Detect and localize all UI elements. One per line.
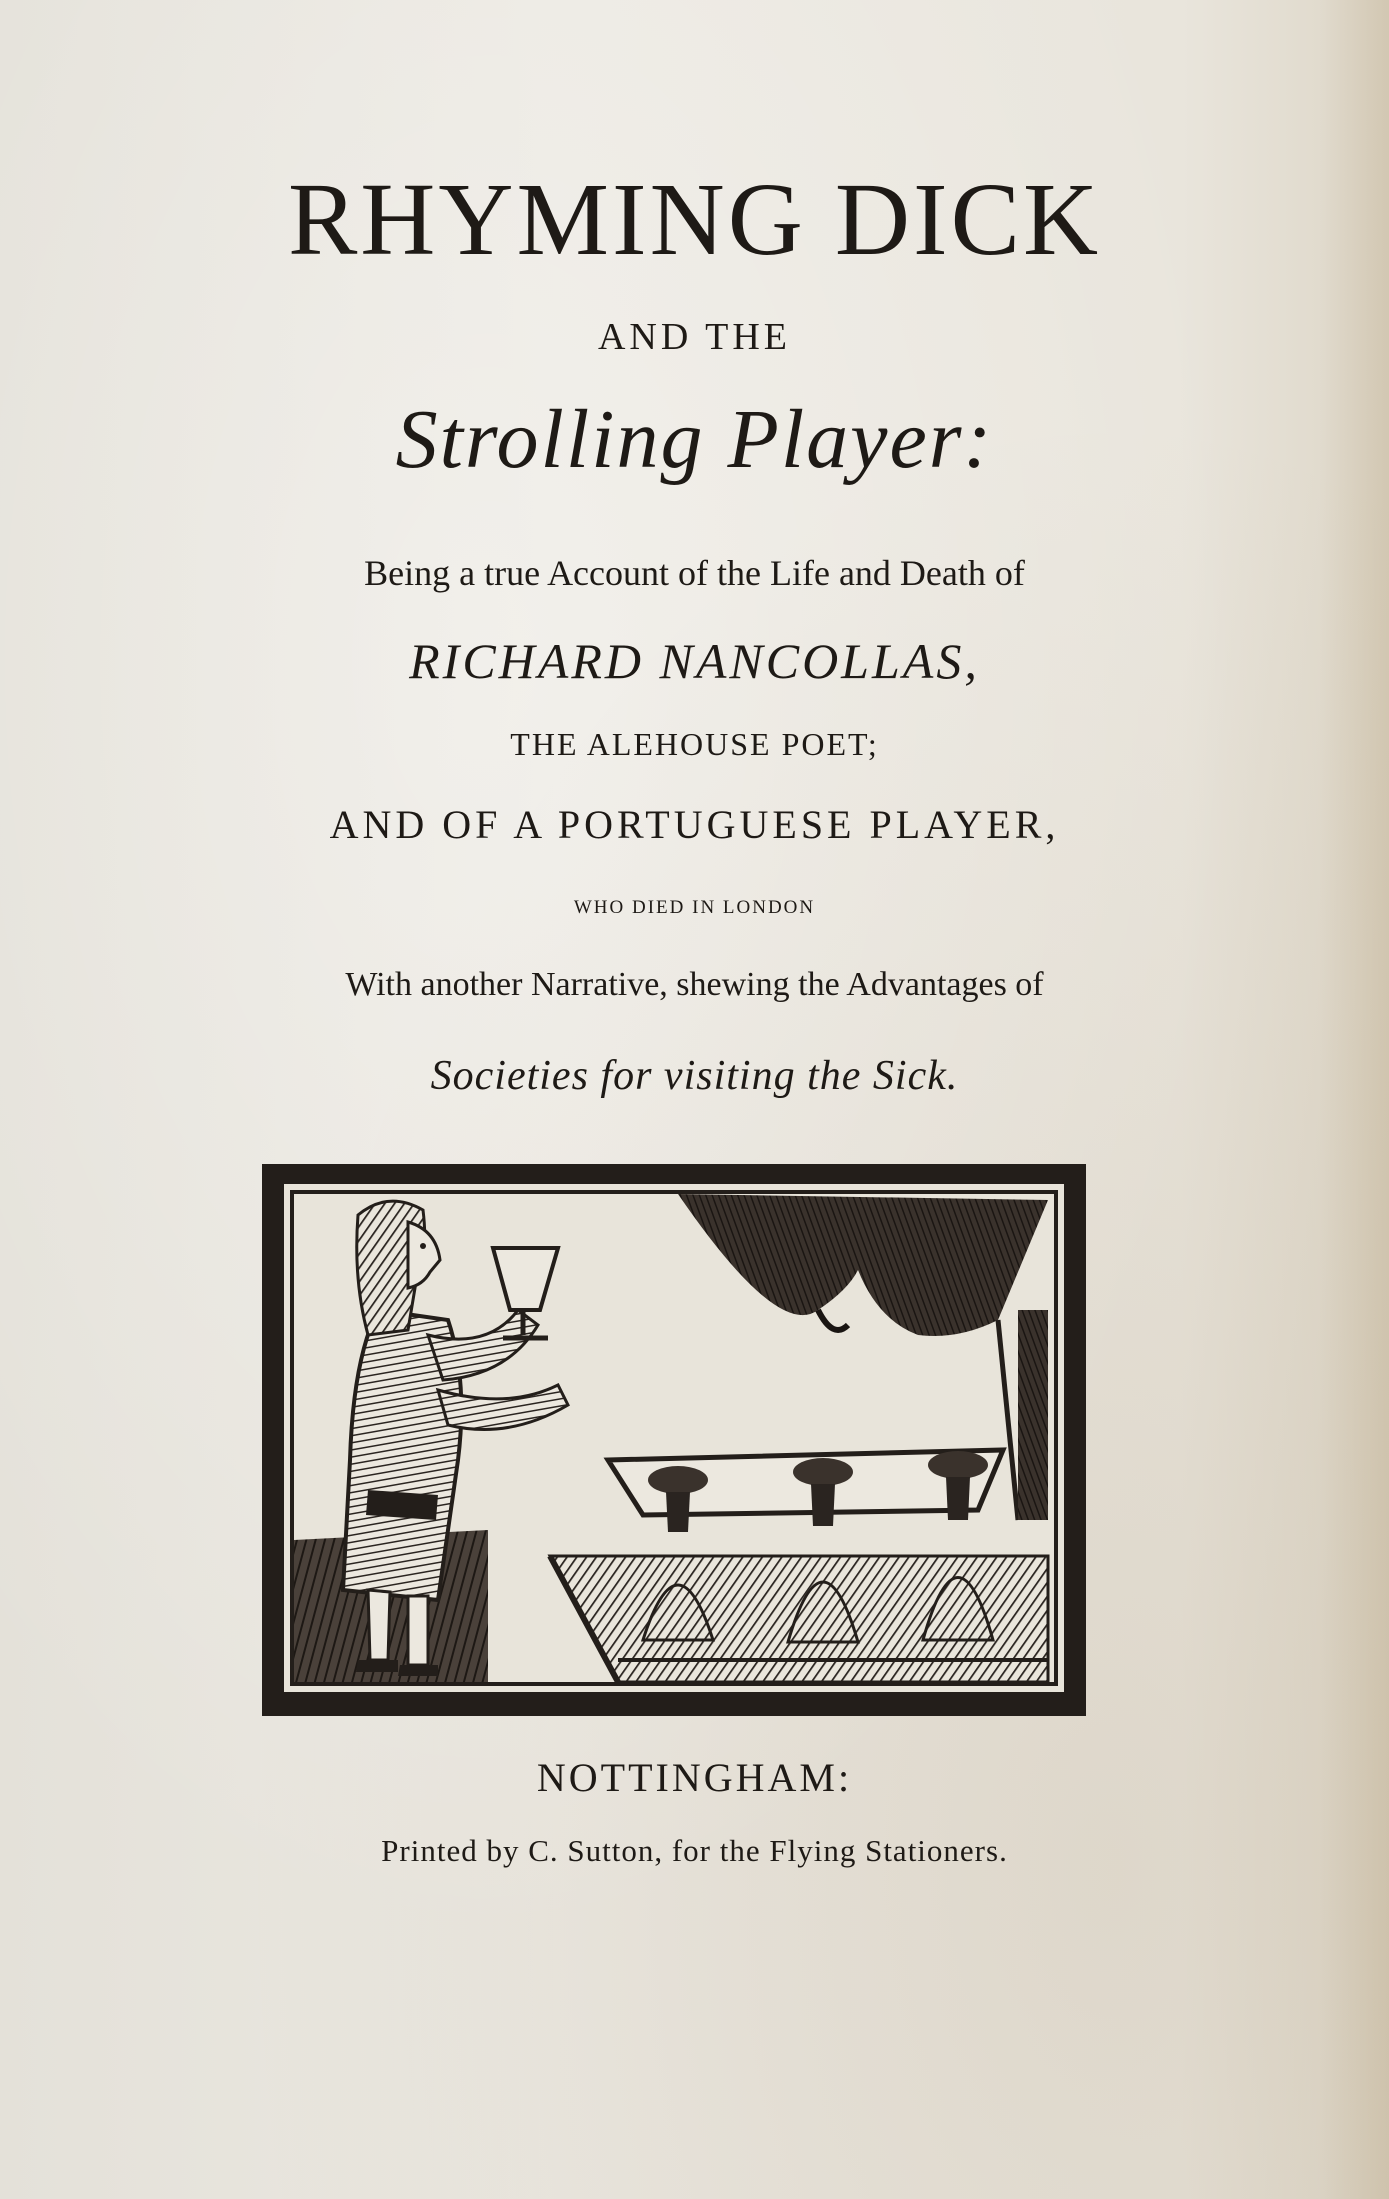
subtitle-player: AND OF A PORTUGUESE PLAYER, [329, 802, 1060, 847]
subtitle-poet: THE ALEHOUSE POET; [510, 726, 879, 762]
title-and-the: AND THE [597, 316, 791, 358]
subtitle-name: RICHARD NANCOLLAS, [409, 633, 980, 689]
subtitle-societies: Societies for visiting the Sick. [430, 1053, 959, 1099]
woodcut-illustration [258, 1160, 1090, 1720]
subtitle-narrative: With another Narrative, shewing the Advantages of [345, 966, 1044, 1003]
subtitle-being: Being a true Account of the Life and Death of [364, 553, 1025, 593]
title-strolling-player: Strolling Player: [395, 393, 994, 486]
subtitle-died: WHO DIED IN LONDON [573, 897, 816, 918]
imprint-place: NOTTINGHAM: [536, 1755, 853, 1800]
imprint-printer: Printed by C. Sutton, for the Flying Stationers. [381, 1833, 1008, 1868]
title-rhyming-dick: RHYMING DICK [287, 162, 1102, 277]
